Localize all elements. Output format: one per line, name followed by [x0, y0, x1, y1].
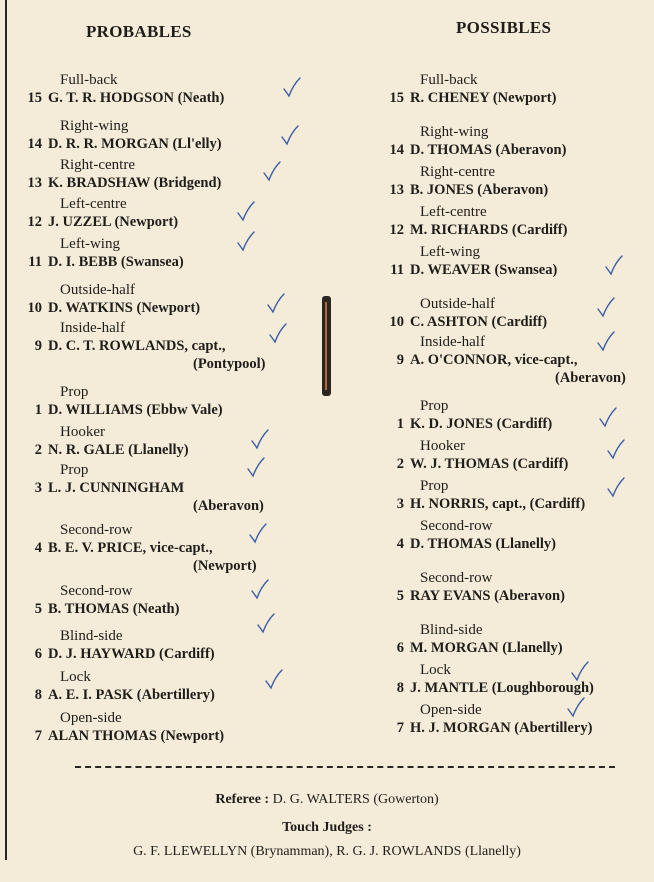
- probables-position-label: Open-side: [60, 710, 122, 726]
- possibles-player-row: [382, 313, 547, 331]
- possibles-heading: POSSIBLES: [456, 18, 552, 37]
- possibles-player-row: [382, 679, 594, 697]
- jersey-number: 9: [396, 352, 404, 368]
- possibles-player-row: [382, 455, 568, 473]
- jersey-number: 11: [28, 254, 42, 270]
- jersey-number: 2: [34, 442, 42, 458]
- tick-mark-icon: [596, 296, 616, 318]
- player-club-continued: (Aberavon): [193, 498, 264, 514]
- possibles-position-label: Lock: [420, 662, 451, 678]
- player-name: B. E. V. PRICE, vice-capt.,: [48, 540, 213, 556]
- player-name: J. MANTLE (Loughborough): [410, 680, 594, 696]
- probables-player-row: [14, 401, 223, 419]
- probables-player-row: [14, 299, 200, 317]
- player-name: D. WEAVER (Swansea): [410, 262, 558, 278]
- probables-position-label: Full-back: [60, 72, 118, 88]
- probables-position-label: Left-wing: [60, 236, 120, 252]
- player-name: B. JONES (Aberavon): [410, 182, 549, 198]
- probables-player-row: [14, 600, 179, 618]
- jersey-number: 8: [34, 687, 42, 703]
- jersey-number: 8: [396, 680, 404, 696]
- referee-line: [0, 792, 654, 808]
- possibles-player-row: [382, 587, 565, 605]
- possibles-player-row: [382, 141, 566, 159]
- player-name: A. O'CONNOR, vice-capt.,: [410, 352, 578, 368]
- tick-mark-icon: [248, 522, 268, 544]
- jersey-number: 14: [27, 136, 42, 152]
- player-name: B. THOMAS (Neath): [48, 601, 180, 617]
- possibles-position-label: Inside-half: [420, 334, 485, 350]
- probables-position-label: Prop: [60, 384, 89, 400]
- jersey-number: 12: [389, 222, 404, 238]
- jersey-number: 11: [390, 262, 404, 278]
- tick-mark-icon: [250, 428, 270, 450]
- tick-mark-icon: [256, 612, 276, 634]
- player-name: J. UZZEL (Newport): [48, 214, 179, 230]
- player-name: R. CHENEY (Newport): [410, 90, 557, 106]
- player-name: D. J. HAYWARD (Cardiff): [48, 646, 215, 662]
- tick-mark-icon: [268, 322, 288, 344]
- probables-player-row: [14, 337, 226, 355]
- jersey-number: 3: [396, 496, 404, 512]
- possibles-player-row: [382, 89, 556, 107]
- jersey-number: 4: [396, 536, 404, 552]
- jersey-number: 13: [389, 182, 404, 198]
- probables-position-label: Lock: [60, 669, 91, 685]
- player-name: H. J. MORGAN (Abertillery): [410, 720, 593, 736]
- player-name: W. J. THOMAS (Cardiff): [410, 456, 569, 472]
- player-name: RAY EVANS (Aberavon): [410, 588, 565, 604]
- tick-mark-icon: [598, 406, 618, 428]
- probables-player-row: [14, 686, 215, 704]
- jersey-number: 5: [396, 588, 404, 604]
- probables-position-label: Blind-side: [60, 628, 123, 644]
- possibles-position-label: Prop: [420, 478, 449, 494]
- probables-heading: PROBABLES: [86, 22, 192, 41]
- player-name: G. T. R. HODGSON (Neath): [48, 90, 225, 106]
- possibles-position-label: Full-back: [420, 72, 478, 88]
- player-club-continued: (Aberavon): [555, 370, 626, 386]
- jersey-number: 10: [389, 314, 404, 330]
- possibles-player-row: [382, 639, 563, 657]
- player-name: H. NORRIS, capt., (Cardiff): [410, 496, 586, 512]
- jersey-number: 14: [389, 142, 404, 158]
- tick-mark-icon: [246, 456, 266, 478]
- possibles-position-label: Open-side: [420, 702, 482, 718]
- tick-mark-icon: [236, 200, 256, 222]
- player-name: D. I. BEBB (Swansea): [48, 254, 184, 270]
- touch-judges-names: G. F. LLEWELLYN (Brynamman), R. G. J. ROWLANDS (Llanelly): [133, 844, 521, 859]
- tick-mark-icon: [606, 476, 626, 498]
- possibles-position-label: Right-wing: [420, 124, 489, 140]
- probables-player-row: [14, 174, 221, 192]
- probables-position-label: Outside-half: [60, 282, 135, 298]
- player-name: D. WILLIAMS (Ebbw Vale): [48, 402, 223, 418]
- touch-judges-label: Touch Judges :: [282, 820, 372, 835]
- page-fold: [322, 296, 331, 396]
- tick-mark-icon: [236, 230, 256, 252]
- probables-player-row: [14, 479, 184, 497]
- probables-position-label: Left-centre: [60, 196, 127, 212]
- probables-player-row: [14, 441, 189, 459]
- tick-mark-icon: [266, 292, 286, 314]
- touch-judges-label-line: [0, 820, 654, 836]
- possibles-position-label: Second-row: [420, 518, 493, 534]
- player-name: D. THOMAS (Aberavon): [410, 142, 567, 158]
- jersey-number: 15: [27, 90, 42, 106]
- tick-mark-icon: [264, 668, 284, 690]
- possibles-position-label: Left-wing: [420, 244, 480, 260]
- player-name: K. D. JONES (Cardiff): [410, 416, 553, 432]
- possibles-position-label: Blind-side: [420, 622, 483, 638]
- probables-player-row: [14, 645, 215, 663]
- player-club-continued: (Pontypool): [193, 356, 266, 372]
- possibles-player-row: [382, 415, 552, 433]
- possibles-player-row: [382, 181, 548, 199]
- possibles-position-label: Right-centre: [420, 164, 495, 180]
- probables-position-label: Right-centre: [60, 157, 135, 173]
- tick-mark-icon: [282, 76, 302, 98]
- probables-position-label: Right-wing: [60, 118, 129, 134]
- possibles-position-label: Prop: [420, 398, 449, 414]
- probables-player-row: [14, 135, 222, 153]
- jersey-number: 1: [34, 402, 42, 418]
- probables-player-row: [14, 213, 178, 231]
- probables-position-label: Second-row: [60, 583, 133, 599]
- jersey-number: 7: [34, 728, 42, 744]
- player-club-continued: (Newport): [193, 558, 257, 574]
- probables-player-row: [14, 253, 184, 271]
- player-name: N. R. GALE (Llanelly): [48, 442, 189, 458]
- player-name: D. THOMAS (Llanelly): [410, 536, 556, 552]
- jersey-number: 6: [396, 640, 404, 656]
- possibles-player-row: [382, 495, 585, 513]
- possibles-player-row: [382, 261, 557, 279]
- probables-player-row: [14, 539, 213, 557]
- possibles-position-label: Hooker: [420, 438, 465, 454]
- tick-mark-icon: [570, 660, 590, 682]
- jersey-number: 6: [34, 646, 42, 662]
- player-name: L. J. CUNNINGHAM: [48, 480, 185, 496]
- player-name: C. ASHTON (Cardiff): [410, 314, 548, 330]
- page-edge: [5, 0, 7, 860]
- probables-position-label: Second-row: [60, 522, 133, 538]
- jersey-number: 7: [396, 720, 404, 736]
- jersey-number: 2: [396, 456, 404, 472]
- possibles-position-label: Outside-half: [420, 296, 495, 312]
- footer-divider: [75, 766, 615, 768]
- jersey-number: 10: [27, 300, 42, 316]
- probables-position-label: Hooker: [60, 424, 105, 440]
- jersey-number: 15: [389, 90, 404, 106]
- referee-name: D. G. WALTERS (Gowerton): [272, 792, 439, 807]
- probables-player-row: [14, 89, 224, 107]
- player-name: K. BRADSHAW (Bridgend): [48, 175, 222, 191]
- jersey-number: 5: [34, 601, 42, 617]
- player-name: M. MORGAN (Llanelly): [410, 640, 563, 656]
- jersey-number: 1: [396, 416, 404, 432]
- probables-position-label: Prop: [60, 462, 89, 478]
- tick-mark-icon: [604, 254, 624, 276]
- jersey-number: 13: [27, 175, 42, 191]
- probables-position-label: Inside-half: [60, 320, 125, 336]
- probables-player-row: [14, 727, 224, 745]
- possibles-player-row: [382, 535, 556, 553]
- player-name: D. C. T. ROWLANDS, capt.,: [48, 338, 226, 354]
- player-name: D. WATKINS (Newport): [48, 300, 201, 316]
- player-name: A. E. I. PASK (Abertillery): [48, 687, 215, 703]
- possibles-position-label: Second-row: [420, 570, 493, 586]
- jersey-number: 12: [27, 214, 42, 230]
- tick-mark-icon: [596, 330, 616, 352]
- tick-mark-icon: [566, 696, 586, 718]
- tick-mark-icon: [280, 124, 300, 146]
- jersey-number: 3: [34, 480, 42, 496]
- tick-mark-icon: [606, 438, 626, 460]
- possibles-player-row: [382, 221, 567, 239]
- tick-mark-icon: [262, 160, 282, 182]
- possibles-position-label: Left-centre: [420, 204, 487, 220]
- possibles-player-row: [382, 719, 592, 737]
- referee-label: Referee :: [215, 792, 270, 807]
- player-name: ALAN THOMAS (Newport): [48, 728, 225, 744]
- possibles-player-row: [382, 351, 578, 369]
- player-name: D. R. R. MORGAN (Ll'elly): [48, 136, 222, 152]
- jersey-number: 4: [34, 540, 42, 556]
- tick-mark-icon: [250, 578, 270, 600]
- jersey-number: 9: [34, 338, 42, 354]
- player-name: M. RICHARDS (Cardiff): [410, 222, 568, 238]
